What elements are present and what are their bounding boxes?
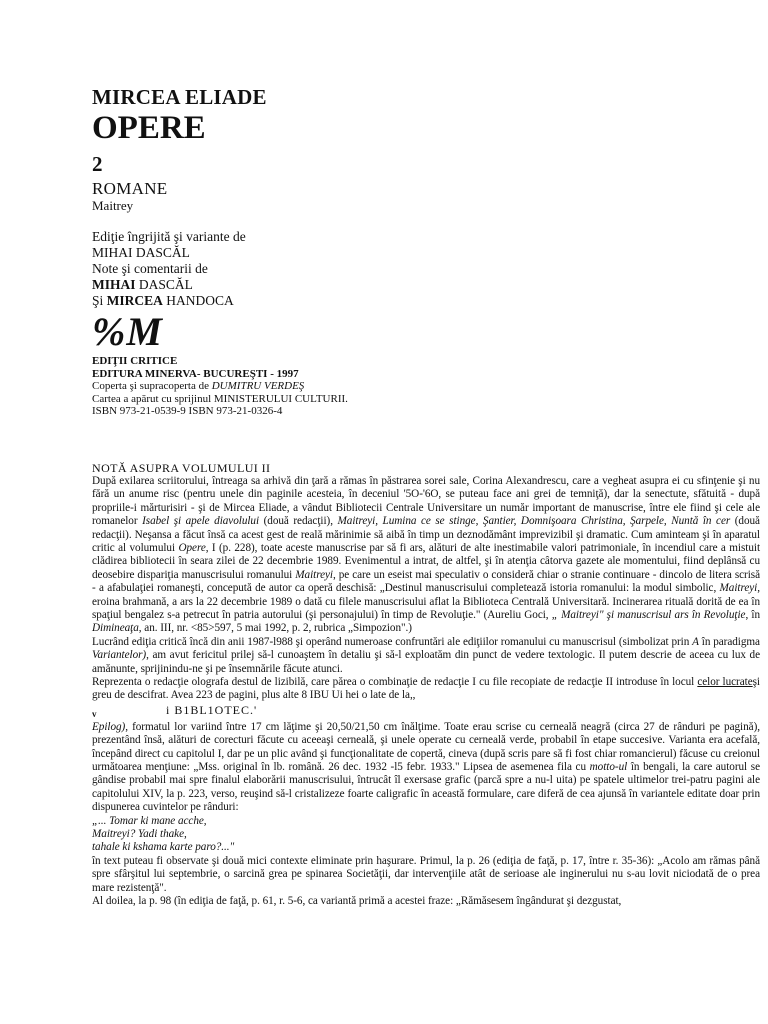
credit-name-bold: MIHAI	[92, 277, 136, 292]
note-paragraph-3	[92, 676, 760, 703]
publisher-line: EDITURA MINERVA- BUCUREŞTI - 1997	[92, 367, 299, 380]
motto-verse	[92, 815, 760, 855]
paragraph-text: , am avut fericitul prilej să-l cunoaştem în detaliu şi să-l exploatăm din punct de vedere textologic. Il putem descrie de aceea cu lux de amănunte, sprijinindu-ne şi pe însemnările făcute atunci.	[92, 649, 760, 675]
italic-text: Maitreyi, Lumina ce se stinge, Şantier, Domnişoara Christina, Şarpele, Nuntă în cer	[337, 515, 731, 528]
volume-subtitle: Maitrey	[92, 198, 134, 213]
editorial-credits	[92, 229, 760, 309]
italic-text: Variantelor)	[92, 649, 147, 662]
paragraph-text: Reprezenta o redacţie olografa destul de lizibilă, care părea o combinaţie de redacţie I cu file recopiate de redacţie II introduse în locul	[92, 676, 698, 688]
note-paragraph-5: în text puteau fi observate şi două mici contexte eliminate prin haşurare. Primul, la p. 26 (ediţia de faţă, p. 17, între r. 35-36): „Acolo am rămas până spre sfârşitul lui septembrie, o sarcină grea pe spinarea Societăţii, dar intervenţiile atât de serioase ale inginerului nu s-au lovit niciodată de o prea mare rezistenţă".	[92, 854, 760, 894]
genre-label: ROMANE	[92, 179, 168, 198]
credit-name-bold: MIRCEA	[106, 293, 163, 308]
library-stamp	[92, 704, 760, 719]
paragraph-text: , formatul lor variind între 17 cm lăţime şi 20,50/21,50 cm înălţime. Toate erau scrise cu cerneală neagră (circa 27 de rânduri pe pagină), prezentând însă, alături de corecturi făcute cu aceeaşi cerneală, şi unele operate cu cerneală verde, probabil în etape succesive. Varianta era acefală, începând direct cu capitolul I, dar pe un plic având şi funcţionalitate de copertă, cineva (după scris pare să fi fost chiar romancierul) făcuse cu creionul următoarea menţiune: „Mss. original în lb. română. 26 dec. 1932 -l5 febr. 1933." Lipsea de asemenea fila cu	[92, 720, 760, 774]
paragraph-text: Lucrând ediţia critică încă din anii 1987-l988 şi operând numeroase confruntări ale ediţiilor romanului cu manuscrisul (simbolizat prin	[92, 635, 693, 648]
credit-prefix: Şi	[92, 293, 107, 308]
paragraph-text: şi greu de descifrat. Avea 223 de pagini, plus alte 8 IBU Ui hei o late de la,,	[92, 676, 760, 702]
paragraph-text: , în	[745, 608, 760, 621]
cover-credit-prefix: Coperta şi supracoperta de	[92, 380, 212, 392]
support-line: Cartea a apărut cu sprijinul MINISTERULUI CULTURII.	[92, 392, 348, 405]
paragraph-text: , I (p. 228), toate aceste manuscrise par să fi ars, alături de alte inestimabile valori patrimoniale, în incendiul care a mistuit clădirea bibliotecii în seara zilei de 22 decembrie 1989. Evenimentul a intrat, de altfel, şi în atenţia câtorva gazete ale momentului, fiind deplânsă cu deosebire dispariţia manuscrisului romanului	[92, 541, 760, 581]
verse-line: „... Tomar ki mane acche,	[92, 814, 207, 827]
italic-text: A	[692, 635, 699, 648]
paragraph-text: (două redacţii). Neşansa a făcut însă ca acest gest de reală mărinimie să aibă în timp un deznodământ imprevizibil şi dramatic. Cum aminteam şi în aparatul critic al volumului	[92, 515, 760, 554]
paragraph-text: După exilarea scriitorului, întreaga sa arhivă din ţară a rămas în păstrarea sorei sale, Corina Alexandrescu, care a vegheat asupra ei cu sfinţenie şi nu fără un anume risc (pentru unele din paginile acesteia, în deceniul '5O-'6O, se puteau face ani grei de temniţă), dar la senectute, sfătuită - după propriile-i mărturisiri - şi de Mircea Eliade, a vândut Bibliotecii Centrale Universitare un număr important de manuscrise, între ele fiind şi cele ale romanelor	[92, 474, 760, 528]
paragraph-text: (două redacţii),	[259, 515, 338, 528]
paragraph-text: , an. III, nr. <85>597, 5 mai 1992, p. 2, rubrica „Simpozion".)	[138, 622, 412, 635]
paragraph-text: în paradigma	[698, 635, 760, 648]
cover-credit	[92, 380, 760, 393]
note-heading: NOTĂ ASUPRA VOLUMULUI II	[92, 460, 271, 475]
underlined-text: celor lucrate	[697, 676, 753, 688]
italic-text: „ Maitreyi" şi manuscrisul ars în Revoluţie	[551, 608, 746, 621]
publisher-logo: %M	[92, 309, 163, 354]
italic-text: Maitreyi	[719, 582, 758, 595]
author-name: MIRCEA ELIADE	[92, 85, 267, 109]
credit-line-3: Note şi comentarii de	[92, 261, 208, 276]
italic-text: Maitreyi	[295, 568, 333, 581]
credit-name-rest: DASCĂL	[135, 277, 193, 292]
series-name: EDIŢII CRITICE	[92, 355, 178, 367]
document-page	[92, 84, 760, 909]
volume-number: 2	[92, 152, 103, 176]
paragraph-text: , eroina brahmană, a ars la 22 decembrie 1989 o dată cu filele manuscrisului aflat la Biblioteca Centrală Universitară. Incinerarea rituală dorită de ea în spaţiul bengalez s-a petrecut în patria autorului (şi personajului) în timp de Revoluţie." (Aureliu Goci,	[92, 582, 760, 621]
credit-name-rest: HANDOCA	[162, 293, 234, 308]
note-paragraph-4	[92, 721, 760, 815]
credit-line-5	[92, 293, 760, 309]
note-paragraph-1	[92, 475, 760, 636]
book-title: OPERE	[92, 110, 206, 146]
paragraph-text: , pe care un eseist mai speculativ o consideră chiar o stranie continuare - dincolo de litera scrisă - a afabulaţiei romaneşti, concepută de autor ca operă deschisă: „Destinul manuscrisului completează istoria romanului: la modul simbolic,	[92, 568, 760, 595]
credit-line-1: Ediţie îngrijită şi variante de	[92, 229, 246, 244]
credit-line-4	[92, 277, 760, 293]
publication-info	[92, 355, 760, 418]
cover-artist: DUMITRU VERDEŞ	[211, 380, 305, 392]
volume-note	[92, 462, 760, 909]
stamp-text: i B1BL1OTEC.'	[166, 702, 258, 717]
verse-line: Maitreyi? Yadi thake,	[92, 828, 187, 841]
paragraph-text: în bengali, la care autorul se gândise probabil mai spre finalul elaborării manuscrisului, întrucât îl exersase grafic (parcă spre a nu-l uita) pe spatele ultimelor trei-patru pagini ale capitolului XIV, la p. 223, verso, reuşind să-l cristalizeze foarte caligrafic în această formulare, care diferă de cea ajunsă în variantele editate doar prin dispunerea cuvintelor pe rânduri:	[92, 761, 760, 814]
note-paragraph-2	[92, 636, 760, 676]
italic-text: Dimineaţa	[92, 622, 139, 635]
stamp-mark: v	[92, 708, 98, 719]
italic-text: Opere	[178, 541, 206, 554]
verse-line: tahale ki kshama karte paro?..."	[92, 841, 235, 854]
italic-text: Epilog)	[92, 720, 126, 733]
isbn-line: ISBN 973-21-0539-9 ISBN 973-21-0326-4	[92, 405, 283, 417]
credit-line-2: MIHAI DASCĂL	[92, 245, 190, 260]
italic-text: Isabel şi apele diavolului	[142, 515, 260, 528]
note-paragraph-6: Al doilea, la p. 98 (în ediţia de faţă, p. 61, r. 5-6, ca variantă primă a acestei fraze: „Rămăsesem îngândurat şi dezgustat,	[92, 895, 622, 908]
italic-text: motto-ul	[589, 761, 628, 774]
